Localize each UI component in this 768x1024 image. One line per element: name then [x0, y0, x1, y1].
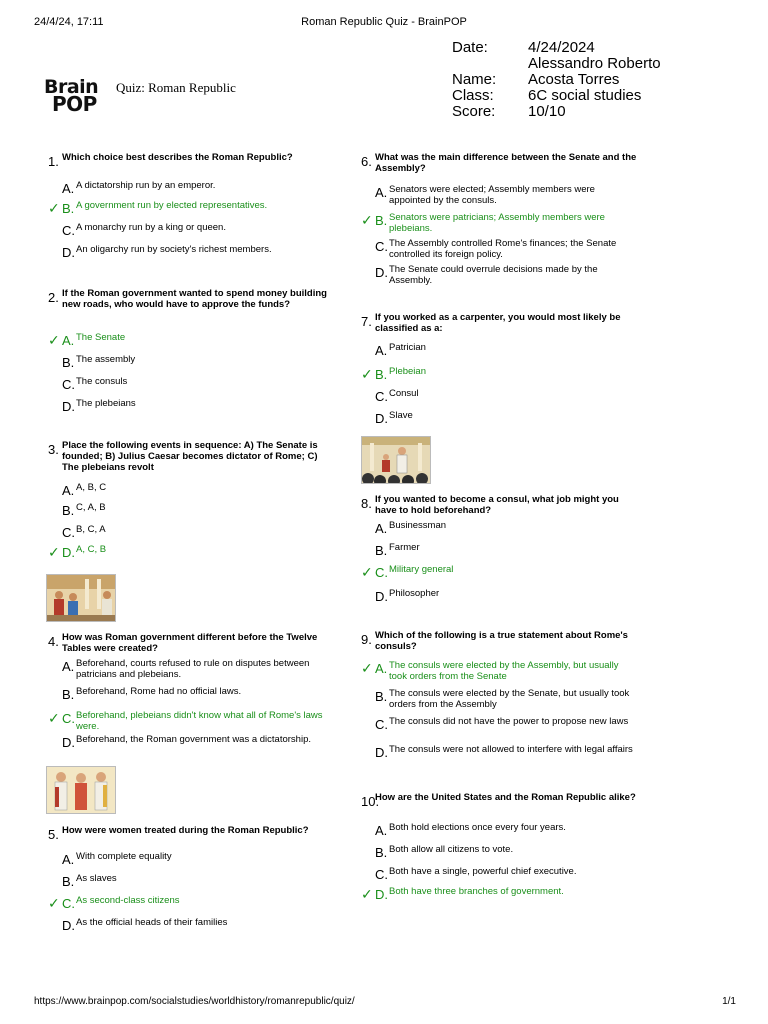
- score-label: Score:: [452, 103, 496, 120]
- answer-option: [62, 398, 326, 414]
- option-letter: C.: [62, 525, 75, 540]
- option-letter: C.: [375, 389, 388, 404]
- answer-option: [375, 388, 639, 404]
- option-text: Beforehand, courts refused to rule on disputes between patricians and plebeians.: [76, 658, 310, 680]
- correct-check-icon: ✓: [361, 660, 373, 676]
- option-letter: A.: [62, 333, 75, 348]
- option-letter: A.: [375, 661, 388, 676]
- question-text: What was the main difference between the Senate and the Assembly?: [375, 152, 637, 174]
- answer-option: [375, 542, 639, 558]
- option-text: Patrician: [389, 342, 426, 353]
- correct-check-icon: ✓: [361, 366, 373, 382]
- date-value: 4/24/2024: [528, 39, 595, 56]
- answer-option: [48, 332, 326, 348]
- correct-check-icon: ✓: [48, 710, 60, 726]
- option-letter: D.: [62, 918, 75, 933]
- option-letter: C.: [62, 223, 75, 238]
- option-text: Slave: [389, 410, 413, 421]
- option-text: As the official heads of their families: [76, 917, 228, 928]
- answer-option: [48, 544, 326, 560]
- option-text: Both allow all citizens to vote.: [389, 844, 514, 855]
- option-letter: B.: [62, 355, 75, 370]
- option-letter: C.: [62, 896, 75, 911]
- answer-option: [361, 886, 639, 902]
- question-8: [361, 494, 643, 604]
- illustration-romans-crowd: [46, 574, 116, 622]
- option-letter: A.: [62, 483, 75, 498]
- option-text: Beforehand, the Roman government was a dictatorship.: [76, 734, 311, 745]
- question-text: How were women treated during the Roman Republic?: [62, 825, 309, 836]
- answer-option: [375, 264, 639, 286]
- print-url: https://www.brainpop.com/socialstudies/worldhistory/romanrepublic/quiz/: [34, 996, 355, 1007]
- option-letter: C.: [375, 867, 388, 882]
- answer-option: [48, 200, 326, 216]
- option-letter: D.: [375, 589, 388, 604]
- answer-option: [62, 873, 326, 889]
- option-text: C, A, B: [76, 502, 106, 513]
- question-10: [361, 792, 643, 902]
- answer-option: [62, 524, 326, 540]
- question-text: How was Roman government different before the Twelve Tables were created?: [62, 632, 318, 654]
- answer-option: [62, 180, 326, 196]
- option-text: Philosopher: [389, 588, 440, 599]
- correct-check-icon: ✓: [361, 886, 373, 902]
- option-text: The Senate could overrule decisions made by the Assembly.: [389, 264, 598, 286]
- question-7: [361, 312, 643, 426]
- answer-option: [375, 688, 639, 710]
- question-4: [48, 632, 330, 750]
- option-text: B, C, A: [76, 524, 106, 535]
- option-text: The Senate: [76, 332, 126, 343]
- answer-option: [375, 184, 639, 206]
- question-number: 2.: [48, 290, 59, 305]
- option-letter: B.: [62, 503, 75, 518]
- correct-check-icon: ✓: [48, 200, 60, 216]
- option-text: Beforehand, plebeians didn't know what all of Rome's laws were.: [76, 710, 323, 732]
- score-value: 10/10: [528, 103, 566, 120]
- option-letter: B.: [62, 201, 75, 216]
- option-letter: B.: [375, 543, 388, 558]
- option-letter: B.: [62, 874, 75, 889]
- option-text: The consuls were elected by the Senate, but usually took orders from the Assembly: [389, 688, 630, 710]
- answer-option: [62, 851, 326, 867]
- option-letter: A.: [375, 185, 388, 200]
- print-page-title: Roman Republic Quiz - BrainPOP: [301, 16, 467, 28]
- option-letter: A.: [375, 343, 388, 358]
- answer-option: [375, 520, 639, 536]
- answer-option: [62, 482, 326, 498]
- option-letter: D.: [375, 887, 388, 902]
- option-letter: C.: [62, 711, 75, 726]
- answer-option: [62, 686, 326, 702]
- answer-option: [361, 212, 639, 234]
- option-text: Plebeian: [389, 366, 426, 377]
- option-text: The consuls: [76, 376, 128, 387]
- question-3: [48, 440, 330, 560]
- question-9: [361, 630, 643, 760]
- option-text: The consuls were elected by the Assembly, but usually took orders from the Senate: [389, 660, 619, 682]
- option-letter: C.: [62, 377, 75, 392]
- option-letter: B.: [375, 689, 388, 704]
- answer-option: [375, 716, 639, 732]
- answer-option: [48, 895, 326, 911]
- answer-option: [375, 238, 639, 260]
- correct-check-icon: ✓: [48, 332, 60, 348]
- option-text: Both have three branches of government.: [389, 886, 564, 897]
- option-letter: D.: [62, 399, 75, 414]
- option-letter: A.: [375, 521, 388, 536]
- answer-option: [375, 822, 639, 838]
- option-text: The Assembly controlled Rome's finances; the Senate controlled its foreign policy.: [389, 238, 617, 260]
- answer-option: [48, 710, 326, 732]
- option-text: Senators were elected; Assembly members were appointed by the consuls.: [389, 184, 595, 206]
- quiz-title: Quiz: Roman Republic: [116, 80, 236, 95]
- answer-option: [375, 844, 639, 860]
- question-text: If you wanted to become a consul, what job might you have to hold beforehand?: [375, 494, 619, 516]
- answer-option: [361, 660, 639, 682]
- option-text: As second-class citizens: [76, 895, 180, 906]
- question-number: 7.: [361, 314, 372, 329]
- class-label: Class:: [452, 87, 494, 104]
- option-letter: D.: [375, 745, 388, 760]
- class-value: 6C social studies: [528, 87, 642, 104]
- option-letter: A.: [62, 181, 75, 196]
- option-text: Beforehand, Rome had no official laws.: [76, 686, 242, 697]
- answer-option: [62, 734, 326, 750]
- option-letter: C.: [375, 565, 388, 580]
- option-letter: D.: [375, 265, 388, 280]
- answer-option: [62, 354, 326, 370]
- question-number: 5.: [48, 827, 59, 842]
- option-letter: B.: [62, 687, 75, 702]
- print-page-number: 1/1: [722, 996, 736, 1007]
- name-label: Name:: [452, 71, 497, 88]
- name-first: Alessandro Roberto: [528, 55, 661, 72]
- question-text: Place the following events in sequence: A) The Senate is founded; B) Julius Caesar becomes dictator of Rome; C) The plebeians revolt: [62, 440, 318, 473]
- student-info: [452, 40, 678, 120]
- question-number: 1.: [48, 154, 59, 169]
- question-number: 9.: [361, 632, 372, 647]
- option-letter: D.: [62, 735, 75, 750]
- answer-option: [375, 588, 639, 604]
- answer-option: [375, 342, 639, 358]
- option-text: A monarchy run by a king or queen.: [76, 222, 226, 233]
- option-text: A dictatorship run by an emperor.: [76, 180, 216, 191]
- answer-option: [375, 866, 639, 882]
- option-text: A government run by elected representatives.: [76, 200, 268, 211]
- option-letter: A.: [62, 852, 75, 867]
- option-text: A, C, B: [76, 544, 107, 555]
- option-text: The consuls did not have the power to propose new laws: [389, 716, 629, 727]
- answer-option: [361, 366, 639, 382]
- date-label: Date:: [452, 39, 488, 56]
- answer-option: [375, 410, 639, 426]
- illustration-senate-scene: [361, 436, 431, 484]
- question-1: [48, 152, 330, 260]
- option-letter: D.: [375, 411, 388, 426]
- answer-option: [62, 658, 326, 680]
- answer-option: [62, 222, 326, 238]
- correct-check-icon: ✓: [361, 564, 373, 580]
- option-text: The assembly: [76, 354, 136, 365]
- print-datetime: 24/4/24, 17:11: [34, 16, 104, 28]
- option-letter: B.: [375, 367, 388, 382]
- question-6: [361, 152, 643, 286]
- question-text: Which of the following is a true statement about Rome's consuls?: [375, 630, 628, 652]
- option-letter: A.: [62, 659, 75, 674]
- option-text: Senators were patricians; Assembly members were plebeians.: [389, 212, 605, 234]
- question-number: 10.: [361, 794, 380, 809]
- answer-option: [62, 376, 326, 392]
- option-text: Military general: [389, 564, 454, 575]
- answer-option: [62, 502, 326, 518]
- option-letter: C.: [375, 717, 388, 732]
- question-text: Which choice best describes the Roman Republic?: [62, 152, 293, 163]
- option-text: Farmer: [389, 542, 420, 553]
- option-text: A, B, C: [76, 482, 107, 493]
- question-number: 8.: [361, 496, 372, 511]
- logo-line-1: Brain: [44, 76, 99, 98]
- answer-option: [375, 744, 639, 760]
- option-text: Both hold elections once every four years.: [389, 822, 566, 833]
- answer-option: [62, 917, 326, 933]
- question-number: 4.: [48, 634, 59, 649]
- name-value: Acosta Torres: [528, 71, 620, 88]
- option-text: Businessman: [389, 520, 447, 531]
- answer-option: [62, 244, 326, 260]
- option-text: Both have a single, powerful chief executive.: [389, 866, 577, 877]
- option-letter: B.: [375, 845, 388, 860]
- question-number: 3.: [48, 442, 59, 457]
- question-text: If you worked as a carpenter, you would most likely be classified as a:: [375, 312, 621, 334]
- option-text: With complete equality: [76, 851, 172, 862]
- correct-check-icon: ✓: [48, 544, 60, 560]
- question-number: 6.: [361, 154, 372, 169]
- option-letter: B.: [375, 213, 388, 228]
- option-text: The plebeians: [76, 398, 136, 409]
- option-letter: D.: [62, 545, 75, 560]
- question-5: [48, 825, 330, 933]
- brainpop-logo: [44, 78, 112, 114]
- answer-option: [361, 564, 639, 580]
- option-text: The consuls were not allowed to interfere with legal affairs: [389, 744, 633, 755]
- correct-check-icon: ✓: [361, 212, 373, 228]
- option-letter: A.: [375, 823, 388, 838]
- correct-check-icon: ✓: [48, 895, 60, 911]
- option-letter: D.: [62, 245, 75, 260]
- question-2: [48, 288, 330, 414]
- question-text: If the Roman government wanted to spend money building new roads, who would have to approve the funds?: [62, 288, 327, 310]
- option-text: Consul: [389, 388, 419, 399]
- illustration-roman-figures: [46, 766, 116, 814]
- option-letter: C.: [375, 239, 388, 254]
- logo-line-2: POP: [52, 92, 97, 116]
- question-text: How are the United States and the Roman Republic alike?: [375, 792, 636, 803]
- option-text: As slaves: [76, 873, 117, 884]
- option-text: An oligarchy run by society's richest members.: [76, 244, 272, 255]
